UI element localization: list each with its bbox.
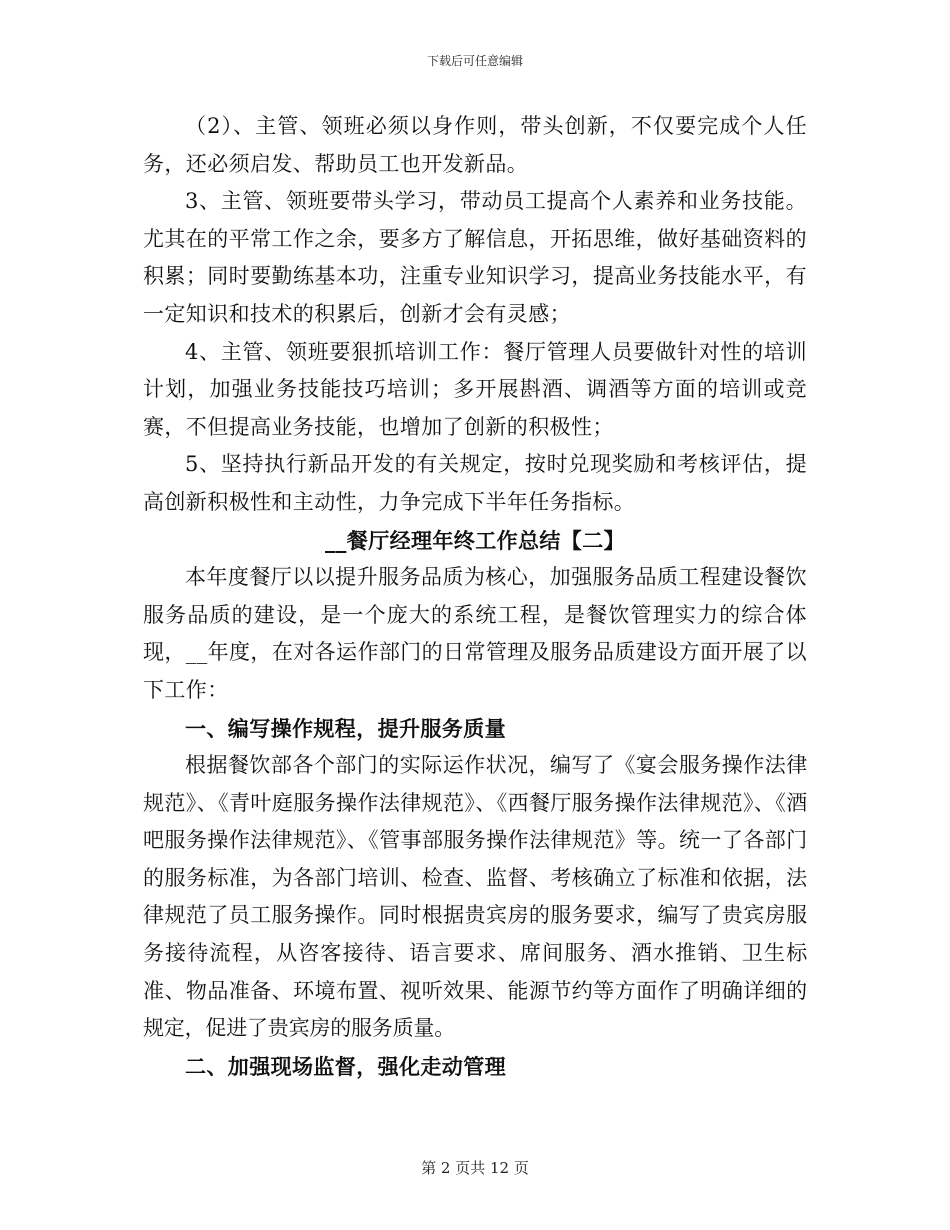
section-title: __餐厅经理年终工作总结【二】 <box>325 527 625 553</box>
heading-1-paragraph: 根据餐饮部各个部门的实际运作状况，编写了《宴会服务操作法律规范》、《青叶庭服务操作法律规范》、《西餐厅服务操作法律规范》、《酒吧服务操作法律规范》、《管事部服务操作法律规范》等。统一了各部门的服务标准，为各部门培训、检查、监督、考核确立了标准和依据，法律规范了员工服务操作。同时根据贵宾房的服务要求，编写了贵宾房服务接待流程，从咨客接待、语言要求、席间服务、酒水推销、卫生标准、物品准备、环境布置、视听效果、能源节约等方面作了明确详细的规定，促进了贵宾房的服务质量。 <box>143 753 807 1041</box>
paragraph-5: 5、坚持执行新品开发的有关规定，按时兑现奖励和考核评估，提高创新积极性和主动性，力争完成下半年任务指标。 <box>143 452 807 514</box>
paragraph-2-2: （2）、主管、领班必须以身作则，带头创新，不仅要完成个人任务，还必须启发、帮助员工也开发新品。 <box>143 114 807 176</box>
heading-1: 一、编写操作规程，提升服务质量 <box>185 715 506 741</box>
intro-paragraph: 本年度餐厅以以提升服务品质为核心，加强服务品质工程建设餐饮服务品质的建设，是一个庞大的系统工程，是餐饮管理实力的综合体现，__年度，在对各运作部门的日常管理及服务品质建设方面开展了以下工作： <box>143 565 807 702</box>
paragraph-3: 3、主管、领班要带头学习，带动员工提高个人素养和业务技能。尤其在的平常工作之余，要多方了解信息，开拓思维，做好基础资料的积累；同时要勤练基本功，注重专业知识学习，提高业务技能水平，有一定知识和技术的积累后，创新才会有灵感； <box>143 189 807 326</box>
page-header: 下载后可任意编辑 <box>426 54 523 68</box>
paragraph-4: 4、主管、领班要狠抓培训工作：餐厅管理人员要做针对性的培训计划，加强业务技能技巧培训；多开展斟酒、调酒等方面的培训或竞赛，不但提高业务技能，也增加了创新的积极性； <box>143 339 807 439</box>
heading-2: 二、加强现场监督，强化走动管理 <box>185 1053 506 1079</box>
page-footer: 第 2 页共 12 页 <box>421 1159 529 1177</box>
document-body <box>143 108 807 1085</box>
